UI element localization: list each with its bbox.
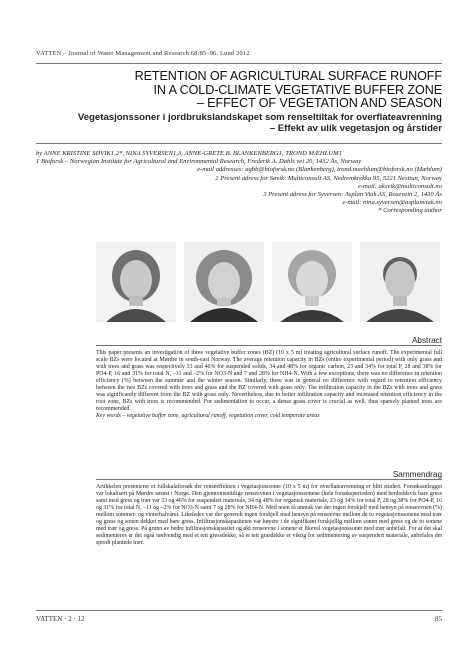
abstract-text: This paper presents an investigation of three vegetative buffer zones (BZ) (10 x 5 m) treating agricultural surface runoff. The experimental full scale BZs were located at Mørdre in south-east Norway. The average retention capacity in BZs (entire experimental period) with only grass and with trees and grass was respectively 33 and 46% for suspended solids, 34 and 48% for organic carbon, 23 and 34% for total P, 28 and 38% for PO4-P, 16 and 31% for total N, –11 and –2% for NO3-N and 7 and 28% for NH4-N. With a few exceptions, there was no difference in retention efficiency (%) between the summer and the winter season. Similarly, there was in general no difference with regard to retention efficiency between the two BZs covered with trees and grass and the BZ covered with grass only. The infiltration capacity in the BZs with trees and grass was significantly different from the BZ with grass only. Nevertheless, due to better infiltration capacity and increased retention efficiency in the root zone, BZs with trees is recommended. For sedimentation to occur, a dense grass cover is crucial as well, thus sparsely planted trees are recommended. xyxy=(96,350,442,413)
email-3: e-mail: nina.syversen@asplanviak.no xyxy=(342,199,442,207)
paper-subtitle xyxy=(36,112,442,134)
subtitle-line: – Effekt av ulik vegetasjon og årstider xyxy=(269,123,442,134)
affiliation-3: 3 Present adress for Syversen: Asplan Viak AS, Rosevein 2, 1430 Ås xyxy=(263,191,442,199)
author-photo xyxy=(96,242,176,322)
keywords: Key words – vegetative buffer zone, agricultural runoff, vegetation cover, cold temperate areas xyxy=(96,413,320,420)
affiliation-1: 1 Bioforsk – Norwegian Institute for Agricultural and Environmental Research, Frederik A. Dahls vei 20, 1432 Ås, Norway xyxy=(36,158,362,166)
title-line: – EFFECT OF VEGETATION AND SEASON xyxy=(196,96,442,111)
subtitle-line: Vegetasjonssoner i jordbrukslandskapet som renseltiltak for overflateavrenning xyxy=(77,112,442,123)
paper-title xyxy=(36,70,442,111)
affiliation-2: 2 Present adress for Søvik: Multiconsult AS, Nedremkrekka 95, 5221 Nesttun, Norway xyxy=(215,174,442,182)
page-number: 85 xyxy=(435,615,442,623)
author-photo xyxy=(360,242,440,322)
abstract-rule xyxy=(96,345,442,346)
sammendrag-heading: Sammendrag xyxy=(392,470,442,479)
title-rule xyxy=(36,143,442,144)
emails-1: e-mail addresses: agbb@bioforsk.no (Blankenberg), trond.maehlum@bioforsk.no (Mæhlum) xyxy=(197,166,442,174)
footer-rule xyxy=(36,610,442,611)
author-byline: by ANNE KRISTINE SØVIK1,2*, NINA SYVERSEN1,3, ANNE-GRETE B. BLANKENBERG1, TROND MÆHLUM1 xyxy=(36,150,342,157)
abstract-heading: Abstract xyxy=(411,336,442,345)
journal-citation: VATTEN – Journal of Water Management and Research 68:85–96. Lund 2012 xyxy=(36,50,250,57)
footer-journal: VATTEN · 2 · 12 xyxy=(36,615,85,623)
abstract-body xyxy=(96,350,442,420)
corresponding-note: * Corresponding author xyxy=(378,207,442,215)
sammendrag-text: Artikkelen presenterer et fullskalaforsøk der renseeffekten i vegetasjonssoner (10 x 5 m) for overflateavrenning er blitt studert. Forsøksanlegget var lokalisert på Mørdre sørøst i Norge. Den gjennomsnittlige renseevnen i vegetasjonssonene (hele forsøksperioden) med henholdsvis bare gress samt med gress og trær var 33 og 46% for suspendert materiale, 34 og 48% for organisk materiale, 23 og 34% for total P, 28 og 38% for PO4-P, 16 og 31% for total N, –11 og –2% for NO3-N samt 7 og 28% for NH4-N. Med noen få unntak var der ingen forskjell med hensyn på renseevnen (%) mellom sommer- og vinterhalvåret. Likeledes var der generelt ingen forskjell med hensyn på renseevne mellom de to vegetasjonssonene med trær og gress og sonen dekket med bare gress. Infiltrasjonskapasiteten var høyere i de signifikant forskjellig mellom sonen med gress og de to sonene med trær og gress. På grunn av bedre infiltrasjonskapasitet og økt renseevne i sonene er likevel vegetasjonssoner med trær anbefalt. For at det skal sedimenteres er det også nødvendig med et tett gressdekke, så et tett grasdekke er viktig for sedimentering av suspendert materiale, anbefales det spredt plantede trær. xyxy=(96,484,442,547)
title-line: RETENTION OF AGRICULTURAL SURFACE RUNOFF xyxy=(134,69,442,83)
author-photo xyxy=(184,242,264,322)
sammendrag-rule xyxy=(96,479,442,480)
header-rule xyxy=(36,63,442,64)
email-2: e-mail: aksvik@multiconsult.no xyxy=(357,182,442,190)
title-line: IN A COLD-CLIMATE VEGETATIVE BUFFER ZONE xyxy=(153,82,442,97)
sammendrag-body xyxy=(96,484,442,547)
author-photos xyxy=(96,242,442,322)
author-photo xyxy=(272,242,352,322)
author-block xyxy=(36,150,442,216)
